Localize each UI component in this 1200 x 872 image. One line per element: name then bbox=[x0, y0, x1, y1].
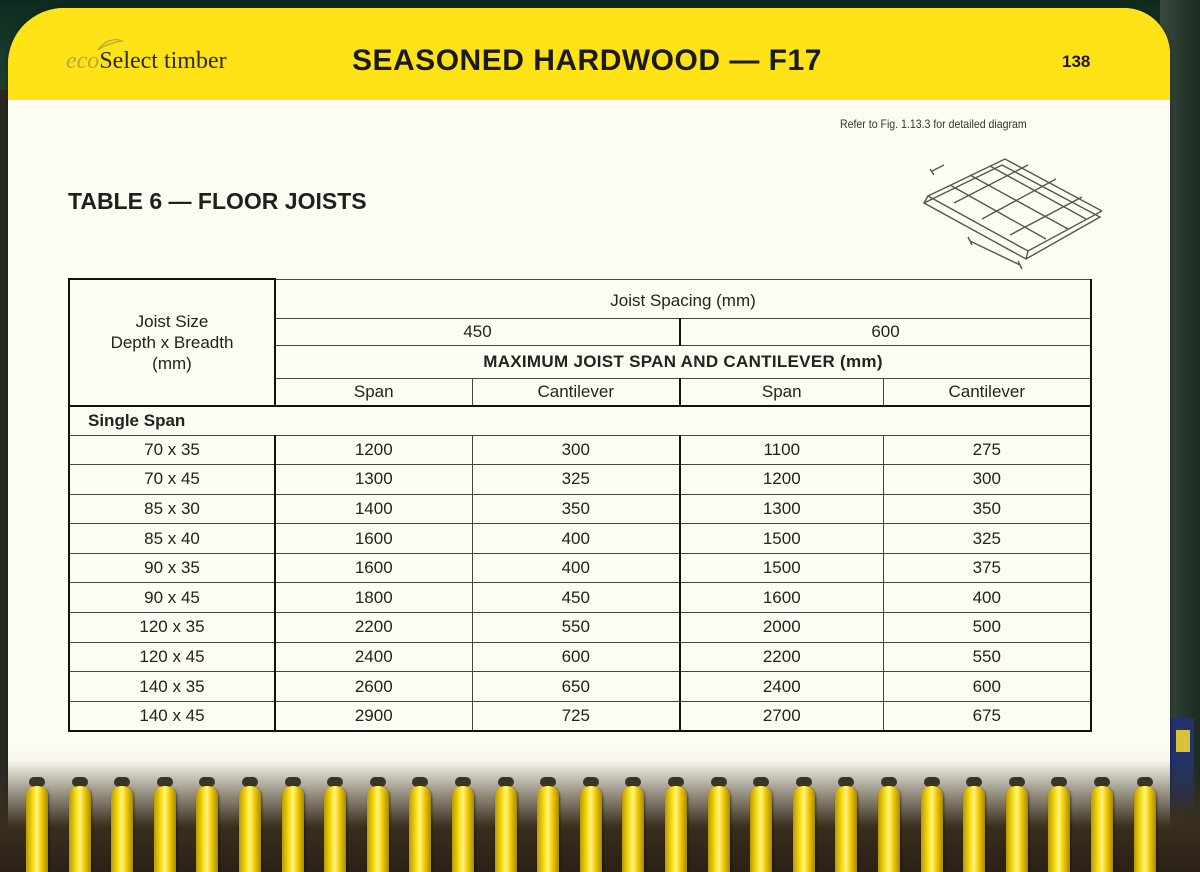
cantilever-450-cell: 650 bbox=[472, 672, 680, 702]
binding-ring bbox=[708, 786, 730, 872]
binding-ring bbox=[282, 786, 304, 872]
joist-size-cell: 140 x 35 bbox=[69, 672, 275, 702]
table-row bbox=[69, 613, 1091, 643]
binding-ring bbox=[750, 786, 772, 872]
logo-prefix: eco bbox=[66, 48, 100, 74]
diagram-reference-note: Refer to Fig. 1.13.3 for detailed diagram bbox=[840, 117, 1027, 131]
table-row bbox=[69, 435, 1091, 465]
cantilever-450-cell: 400 bbox=[472, 553, 680, 583]
binding-ring bbox=[239, 786, 261, 872]
binding-ring bbox=[622, 786, 644, 872]
joist-size-cell: 90 x 35 bbox=[69, 553, 275, 583]
joist-size-label: Joist Size bbox=[135, 311, 209, 331]
cantilever-600-cell: 675 bbox=[883, 701, 1091, 731]
booklet-page bbox=[8, 8, 1170, 858]
joist-size-cell: 90 x 45 bbox=[69, 583, 275, 613]
tab-marker bbox=[1176, 730, 1190, 752]
cantilever-450-cell: 450 bbox=[472, 583, 680, 613]
table-title: TABLE 6 — FLOOR JOISTS bbox=[68, 188, 367, 214]
binding-ring bbox=[324, 786, 346, 872]
binding-ring bbox=[452, 786, 474, 872]
cantilever-600-cell: 550 bbox=[883, 642, 1091, 672]
joist-size-cell: 70 x 35 bbox=[69, 435, 275, 465]
cantilever-600-cell: 325 bbox=[883, 524, 1091, 554]
binding-ring bbox=[69, 786, 91, 872]
span-450-cell: 1200 bbox=[275, 435, 472, 465]
table-row bbox=[69, 465, 1091, 495]
brand-logo bbox=[66, 48, 227, 75]
page-number: 138 bbox=[1062, 52, 1091, 71]
binding-ring bbox=[665, 786, 687, 872]
binding-ring bbox=[1048, 786, 1070, 872]
cantilever-600-cell: 375 bbox=[883, 553, 1091, 583]
cantilever-450-cell: 550 bbox=[472, 613, 680, 643]
table-row bbox=[69, 524, 1091, 554]
joist-size-cell: 120 x 45 bbox=[69, 642, 275, 672]
table-row bbox=[69, 701, 1091, 731]
cantilever-450-cell: 325 bbox=[472, 465, 680, 495]
span-450-cell: 2600 bbox=[275, 672, 472, 702]
span-450-cell: 1300 bbox=[275, 465, 472, 495]
joist-size-cell: 85 x 30 bbox=[69, 494, 275, 524]
binding-ring bbox=[154, 786, 176, 872]
table-body bbox=[69, 435, 1091, 731]
table-row bbox=[69, 583, 1091, 613]
max-span-header: MAXIMUM JOIST SPAN AND CANTILEVER (mm) bbox=[275, 345, 1091, 378]
span-600-cell: 1100 bbox=[680, 435, 883, 465]
spacing-600-header: 600 bbox=[680, 318, 1091, 345]
joist-size-cell: 140 x 45 bbox=[69, 701, 275, 731]
binding-ring bbox=[111, 786, 133, 872]
span-450-cell: 1800 bbox=[275, 583, 472, 613]
span-600-cell: 1300 bbox=[680, 494, 883, 524]
cantilever-450-cell: 350 bbox=[472, 494, 680, 524]
span-450-cell: 1600 bbox=[275, 524, 472, 554]
col-span-600: Span bbox=[680, 378, 883, 406]
joist-size-header bbox=[69, 279, 275, 406]
section-label-single-span: Single Span bbox=[69, 406, 1091, 436]
binding-ring bbox=[196, 786, 218, 872]
spacing-450-header: 450 bbox=[275, 318, 680, 345]
binding-ring bbox=[26, 786, 48, 872]
span-600-cell: 2700 bbox=[680, 701, 883, 731]
cantilever-600-cell: 600 bbox=[883, 672, 1091, 702]
floor-joist-table bbox=[68, 278, 1092, 732]
span-450-cell: 2200 bbox=[275, 613, 472, 643]
binding-ring bbox=[963, 786, 985, 872]
col-cantilever-600: Cantilever bbox=[883, 378, 1091, 406]
cantilever-450-cell: 400 bbox=[472, 524, 680, 554]
binding-ring bbox=[835, 786, 857, 872]
span-600-cell: 1200 bbox=[680, 465, 883, 495]
binding-ring bbox=[793, 786, 815, 872]
span-600-cell: 2000 bbox=[680, 613, 883, 643]
binding-ring bbox=[1091, 786, 1113, 872]
joist-size-cell: 85 x 40 bbox=[69, 524, 275, 554]
logo-name: Select timber bbox=[99, 48, 227, 74]
span-450-cell: 1400 bbox=[275, 494, 472, 524]
floor-frame-diagram bbox=[910, 141, 1102, 271]
span-450-cell: 2400 bbox=[275, 642, 472, 672]
cantilever-450-cell: 300 bbox=[472, 435, 680, 465]
size-unit-label: (mm) bbox=[152, 353, 192, 373]
leaf-icon bbox=[96, 38, 124, 52]
table-row bbox=[69, 553, 1091, 583]
depth-breadth-label: Depth x Breadth bbox=[110, 332, 234, 352]
cantilever-450-cell: 600 bbox=[472, 642, 680, 672]
binding-ring bbox=[495, 786, 517, 872]
cantilever-450-cell: 725 bbox=[472, 701, 680, 731]
binding-ring bbox=[367, 786, 389, 872]
span-600-cell: 1500 bbox=[680, 553, 883, 583]
binding-ring bbox=[580, 786, 602, 872]
span-450-cell: 1600 bbox=[275, 553, 472, 583]
table-row bbox=[69, 642, 1091, 672]
cantilever-600-cell: 350 bbox=[883, 494, 1091, 524]
cantilever-600-cell: 275 bbox=[883, 435, 1091, 465]
table-row bbox=[69, 672, 1091, 702]
page-title: SEASONED HARDWOOD — F17 bbox=[352, 44, 822, 77]
cantilever-600-cell: 500 bbox=[883, 613, 1091, 643]
span-600-cell: 2200 bbox=[680, 642, 883, 672]
binding-ring bbox=[537, 786, 559, 872]
col-cantilever-450: Cantilever bbox=[472, 378, 680, 406]
cantilever-600-cell: 400 bbox=[883, 583, 1091, 613]
joist-size-cell: 120 x 35 bbox=[69, 613, 275, 643]
span-600-cell: 2400 bbox=[680, 672, 883, 702]
binding-ring bbox=[921, 786, 943, 872]
binding-ring bbox=[409, 786, 431, 872]
col-span-450: Span bbox=[275, 378, 472, 406]
span-450-cell: 2900 bbox=[275, 701, 472, 731]
binding-ring bbox=[1006, 786, 1028, 872]
span-600-cell: 1500 bbox=[680, 524, 883, 554]
binding-ring bbox=[878, 786, 900, 872]
binding-ring bbox=[1134, 786, 1156, 872]
span-600-cell: 1600 bbox=[680, 583, 883, 613]
cantilever-600-cell: 300 bbox=[883, 465, 1091, 495]
table-row bbox=[69, 494, 1091, 524]
joist-size-cell: 70 x 45 bbox=[69, 465, 275, 495]
joist-spacing-header: Joist Spacing (mm) bbox=[275, 279, 1091, 318]
